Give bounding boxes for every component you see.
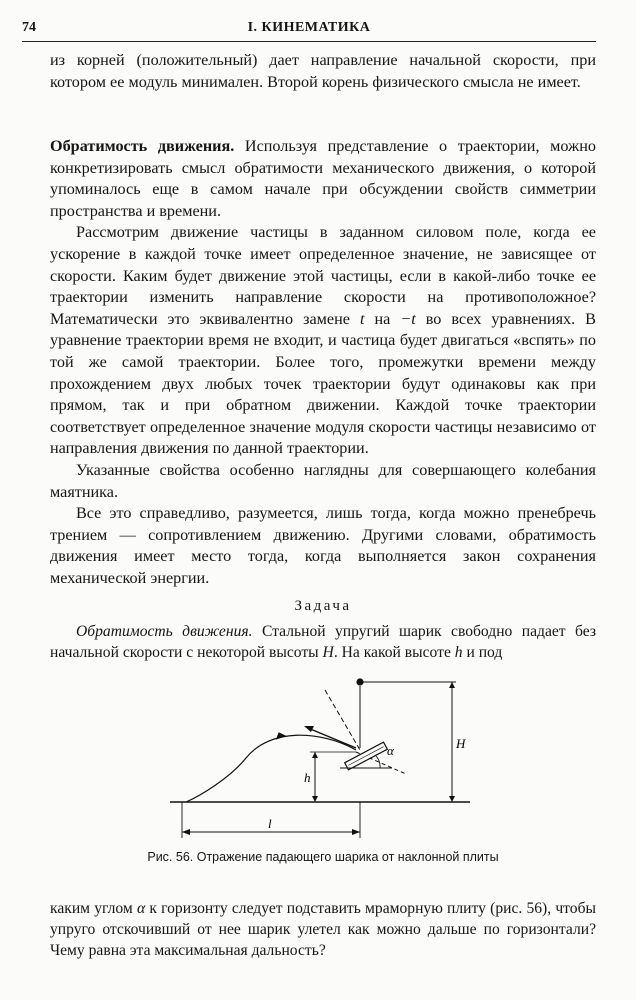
paragraph-4: Все это справедливо, разумеется, лишь тогда, когда можно пренебречь трением — сопротивлением движению. Другими словами, обратимость движения имеет место тогда, когда выполняется закон сохранения механической энергии. bbox=[50, 504, 596, 587]
section-heading: Обратимость движения. bbox=[50, 137, 235, 155]
trajectory-curve bbox=[186, 735, 356, 802]
velocity-arrow bbox=[308, 728, 356, 748]
figure-56-diagram bbox=[160, 668, 480, 844]
h-arrow-top bbox=[312, 752, 318, 758]
label-h: h bbox=[304, 770, 311, 785]
paragraph-2: Рассмотрим движение частицы в заданном силовом поле, когда ее ускорение в каждой точке имеет определенное значение, не зависящее от скорости. Каким будет движение этой частицы, если в какой-либо точке ее траектории изменить направление скорости на противоположное? Математически это эквивалентно замене t на −t во всех уравнениях. В уравнение траектории время не входит, и частица будет двигаться «вспять» по той же самой траектории. Более того, промежутки времени между прохождением двух любых точек траектории будут одинаковы как при прямом, так и при обратном движении. Каждой точке траектории соответствует определенное значение модуля скорости частицы независимо от направления движения по данной траектории. bbox=[50, 223, 596, 458]
task-continuation: каким углом α к горизонту следует подставить мраморную плиту (рис. 56), чтобы упруго отскочивший от нее шарик улетел как можно дальше по горизонтали? Чему равна эта максимальная дальность? bbox=[50, 900, 596, 959]
figure-caption: Рис. 56. Отражение падающего шарика от наклонной плиты bbox=[147, 850, 499, 864]
task-heading: Задача bbox=[294, 598, 352, 614]
l-arrow-right bbox=[352, 829, 360, 835]
header-rule bbox=[22, 41, 596, 42]
paragraph-3: Указанные свойства особенно наглядны для совершающего колебания маятника. bbox=[50, 460, 596, 501]
page-header bbox=[22, 18, 596, 40]
label-H: H bbox=[456, 736, 466, 751]
paragraph-0: из корней (положительный) дает направление начальной скорости, при котором ее модуль минимален. Второй корень физического смысла не имеет. bbox=[50, 51, 596, 91]
chapter-title: I. КИНЕМАТИКА bbox=[247, 20, 371, 35]
ball bbox=[356, 678, 363, 685]
paragraph-1: Обратимость движения. Используя представление о траектории, можно конкретизировать смысл обратимости механического движения, о которой упоминалось еще в самом начале при обсуждении свойств симметрии пространства и времени. bbox=[50, 137, 596, 220]
label-l: l bbox=[268, 816, 272, 831]
H-arrow-bottom bbox=[449, 796, 455, 802]
task-lead: Обратимость движения. bbox=[76, 623, 253, 640]
page-number: 74 bbox=[22, 20, 36, 35]
label-alpha: α bbox=[387, 743, 394, 758]
task-statement: Обратимость движения. Стальной упругий шарик свободно падает без начальной скорости с некоторой высоты H. На какой высоте h и под bbox=[50, 623, 597, 661]
l-arrow-left bbox=[182, 829, 190, 835]
section-reversibility bbox=[50, 136, 596, 589]
velocity-arrowhead bbox=[304, 726, 314, 732]
body-text bbox=[50, 50, 596, 93]
h-arrow-bottom bbox=[312, 796, 318, 802]
H-arrow-top bbox=[449, 682, 455, 688]
normal-dashed-line bbox=[325, 690, 360, 750]
